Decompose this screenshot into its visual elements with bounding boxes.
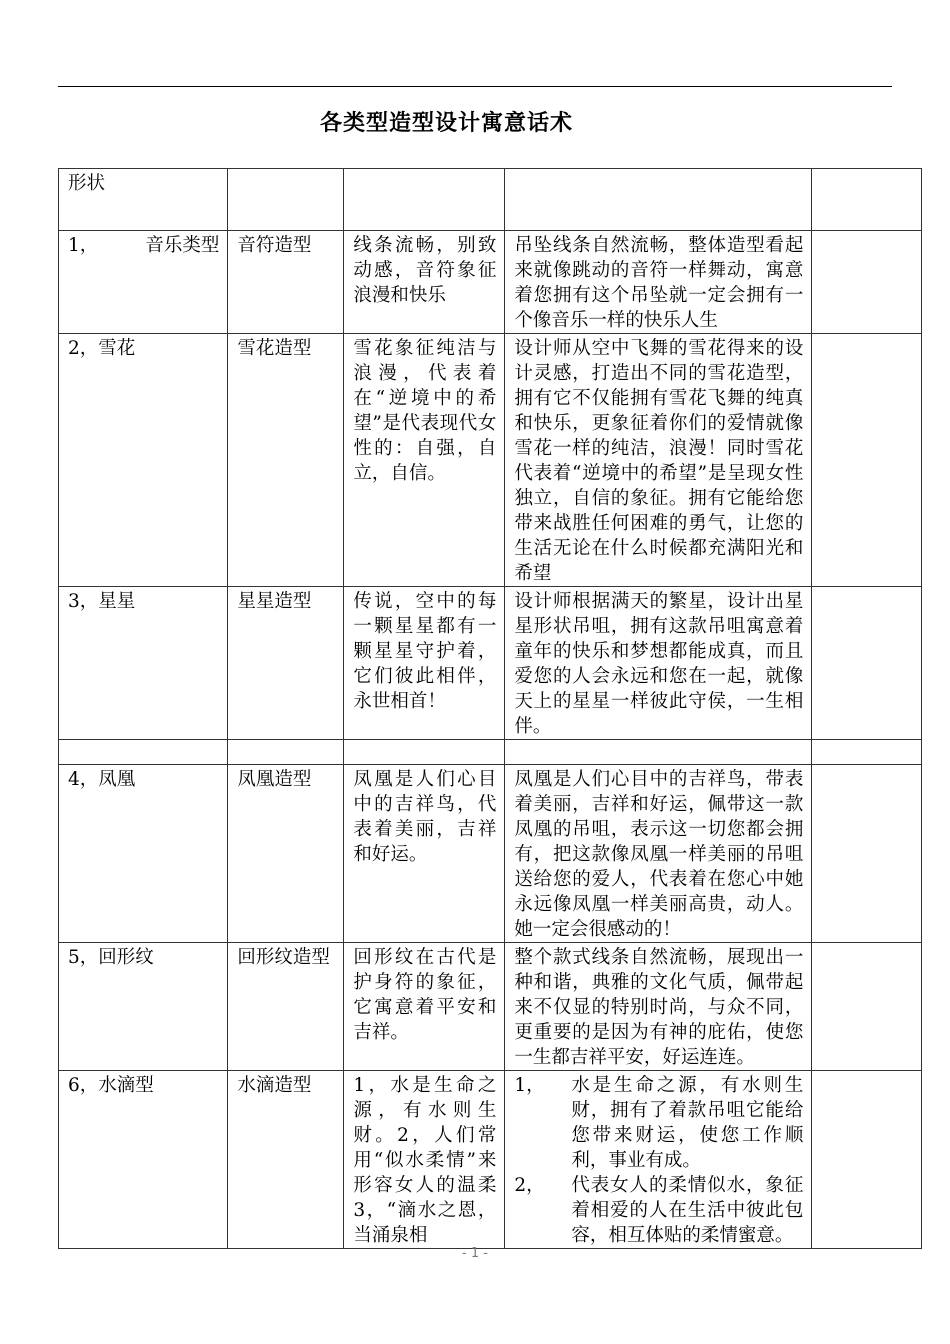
model-cell: 凤凰造型 bbox=[228, 765, 344, 943]
page-title: 各类型造型设计寓意话术 bbox=[319, 110, 573, 136]
shape-cell: 3，星星 bbox=[59, 587, 228, 740]
meaning-cell: 雪花象征纯洁与浪漫，代表着在“逆境中的希望”是代表现代女性的：自强，自立，自信。 bbox=[344, 334, 505, 587]
meaning-cell: 回形纹在古代是护身符的象征，它寓意着平安和吉祥。 bbox=[344, 943, 505, 1071]
meaning-cell: 凤凰是人们心目中的吉祥鸟，代表着美丽，吉祥和好运。 bbox=[344, 765, 505, 943]
script-cell bbox=[505, 740, 812, 765]
numbered-item bbox=[514, 1173, 803, 1248]
item-text: 水是生命之源，有水则生财，拥有了着款吊咀它能给您带来财运，使您工作顺利，事业有成。 bbox=[571, 1075, 804, 1171]
script-cell: 设计师根据满天的繁星，设计出星星形状吊咀，拥有这款吊咀寓意着童年的快乐和梦想都能成真，而且爱您的人会永远和您在一起，就像天上的星星一样彼此守侯，一生相伴。 bbox=[505, 587, 812, 740]
table-row-empty bbox=[59, 740, 922, 765]
meaning-cell: 传说，空中的每一颗星星都有一颗星星守护着，它们彼此相伴，永世相首！ bbox=[344, 587, 505, 740]
script-cell: 整个款式线条自然流畅，展现出一种和谐，典雅的文化气质，佩带起来不仅显的特别时尚，与众不同，更重要的是因为有神的庇佑，使您一生都吉祥平安，好运连连。 bbox=[505, 943, 812, 1071]
model-cell bbox=[228, 740, 344, 765]
empty-cell bbox=[812, 740, 922, 765]
shape-cell bbox=[59, 740, 228, 765]
design-meaning-table bbox=[58, 168, 922, 1249]
header-shape: 形状 bbox=[59, 169, 228, 231]
item-number: 1， bbox=[514, 1075, 545, 1096]
model-cell: 音符造型 bbox=[228, 231, 344, 334]
table-row bbox=[59, 231, 922, 334]
table-header-row bbox=[59, 169, 922, 231]
script-cell: 凤凰是人们心目中的吉祥鸟，带表着美丽，吉祥和好运，佩带这一款凤凰的吊咀，表示这一切您都会拥有，把这款像凤凰一样美丽的吊咀送给您的爱人，代表着在您心中她永远像凤凰一样美丽高贵，动人。她一定会很感动的！ bbox=[505, 765, 812, 943]
table-row bbox=[59, 587, 922, 740]
model-cell: 回形纹造型 bbox=[228, 943, 344, 1071]
shape-cell: 2，雪花 bbox=[59, 334, 228, 587]
script-cell: 吊坠线条自然流畅，整体造型看起来就像跳动的音符一样舞动，寓意着您拥有这个吊坠就一定会拥有一个像音乐一样的快乐人生 bbox=[505, 231, 812, 334]
table-row bbox=[59, 334, 922, 587]
empty-cell bbox=[812, 943, 922, 1071]
empty-cell bbox=[812, 765, 922, 943]
header-rule bbox=[58, 86, 892, 87]
script-cell bbox=[505, 1071, 812, 1249]
script-cell: 设计师从空中飞舞的雪花得来的设计灵感，打造出不同的雪花造型，拥有它不仅能拥有雪花飞舞的纯真和快乐，更象征着你们的爱情就像雪花一样的纯洁，浪漫！同时雪花代表着“逆境中的希望”是呈现女性独立，自信的象征。拥有它能给您带来战胜任何困难的勇气，让您的生活无论在什么时候都充满阳光和希望 bbox=[505, 334, 812, 587]
meaning-text: 1，水是生命之源，有水则生财。2，人们常用“似水柔情”来形容女人的温柔3，“滴水之恩，当涌泉相 bbox=[353, 1075, 497, 1246]
page-number: - 1 - bbox=[462, 1246, 488, 1261]
meaning-cell bbox=[344, 740, 505, 765]
table-row bbox=[59, 1071, 922, 1249]
meaning-cell: 线条流畅，别致动感，音符象征浪漫和快乐 bbox=[344, 231, 505, 334]
shape-cell: 6，水滴型 bbox=[59, 1071, 228, 1249]
empty-cell bbox=[812, 587, 922, 740]
item-text: 代表女人的柔情似水，象征着相爱的人在生活中彼此包容，相互体贴的柔情蜜意。 bbox=[571, 1175, 804, 1246]
table-row bbox=[59, 943, 922, 1071]
header-col2 bbox=[228, 169, 344, 231]
model-cell: 水滴造型 bbox=[228, 1071, 344, 1249]
model-cell: 星星造型 bbox=[228, 587, 344, 740]
header-col5 bbox=[812, 169, 922, 231]
empty-cell bbox=[812, 334, 922, 587]
numbered-item bbox=[514, 1073, 803, 1173]
empty-cell bbox=[812, 1071, 922, 1249]
shape-cell: 5，回形纹 bbox=[59, 943, 228, 1071]
header-col3 bbox=[344, 169, 505, 231]
shape-cell: 1， 音乐类型 bbox=[59, 231, 228, 334]
table-row bbox=[59, 765, 922, 943]
empty-cell bbox=[812, 231, 922, 334]
header-col4 bbox=[505, 169, 812, 231]
item-number: 2， bbox=[514, 1175, 545, 1196]
shape-cell: 4，凤凰 bbox=[59, 765, 228, 943]
model-cell: 雪花造型 bbox=[228, 334, 344, 587]
meaning-cell bbox=[344, 1071, 505, 1249]
